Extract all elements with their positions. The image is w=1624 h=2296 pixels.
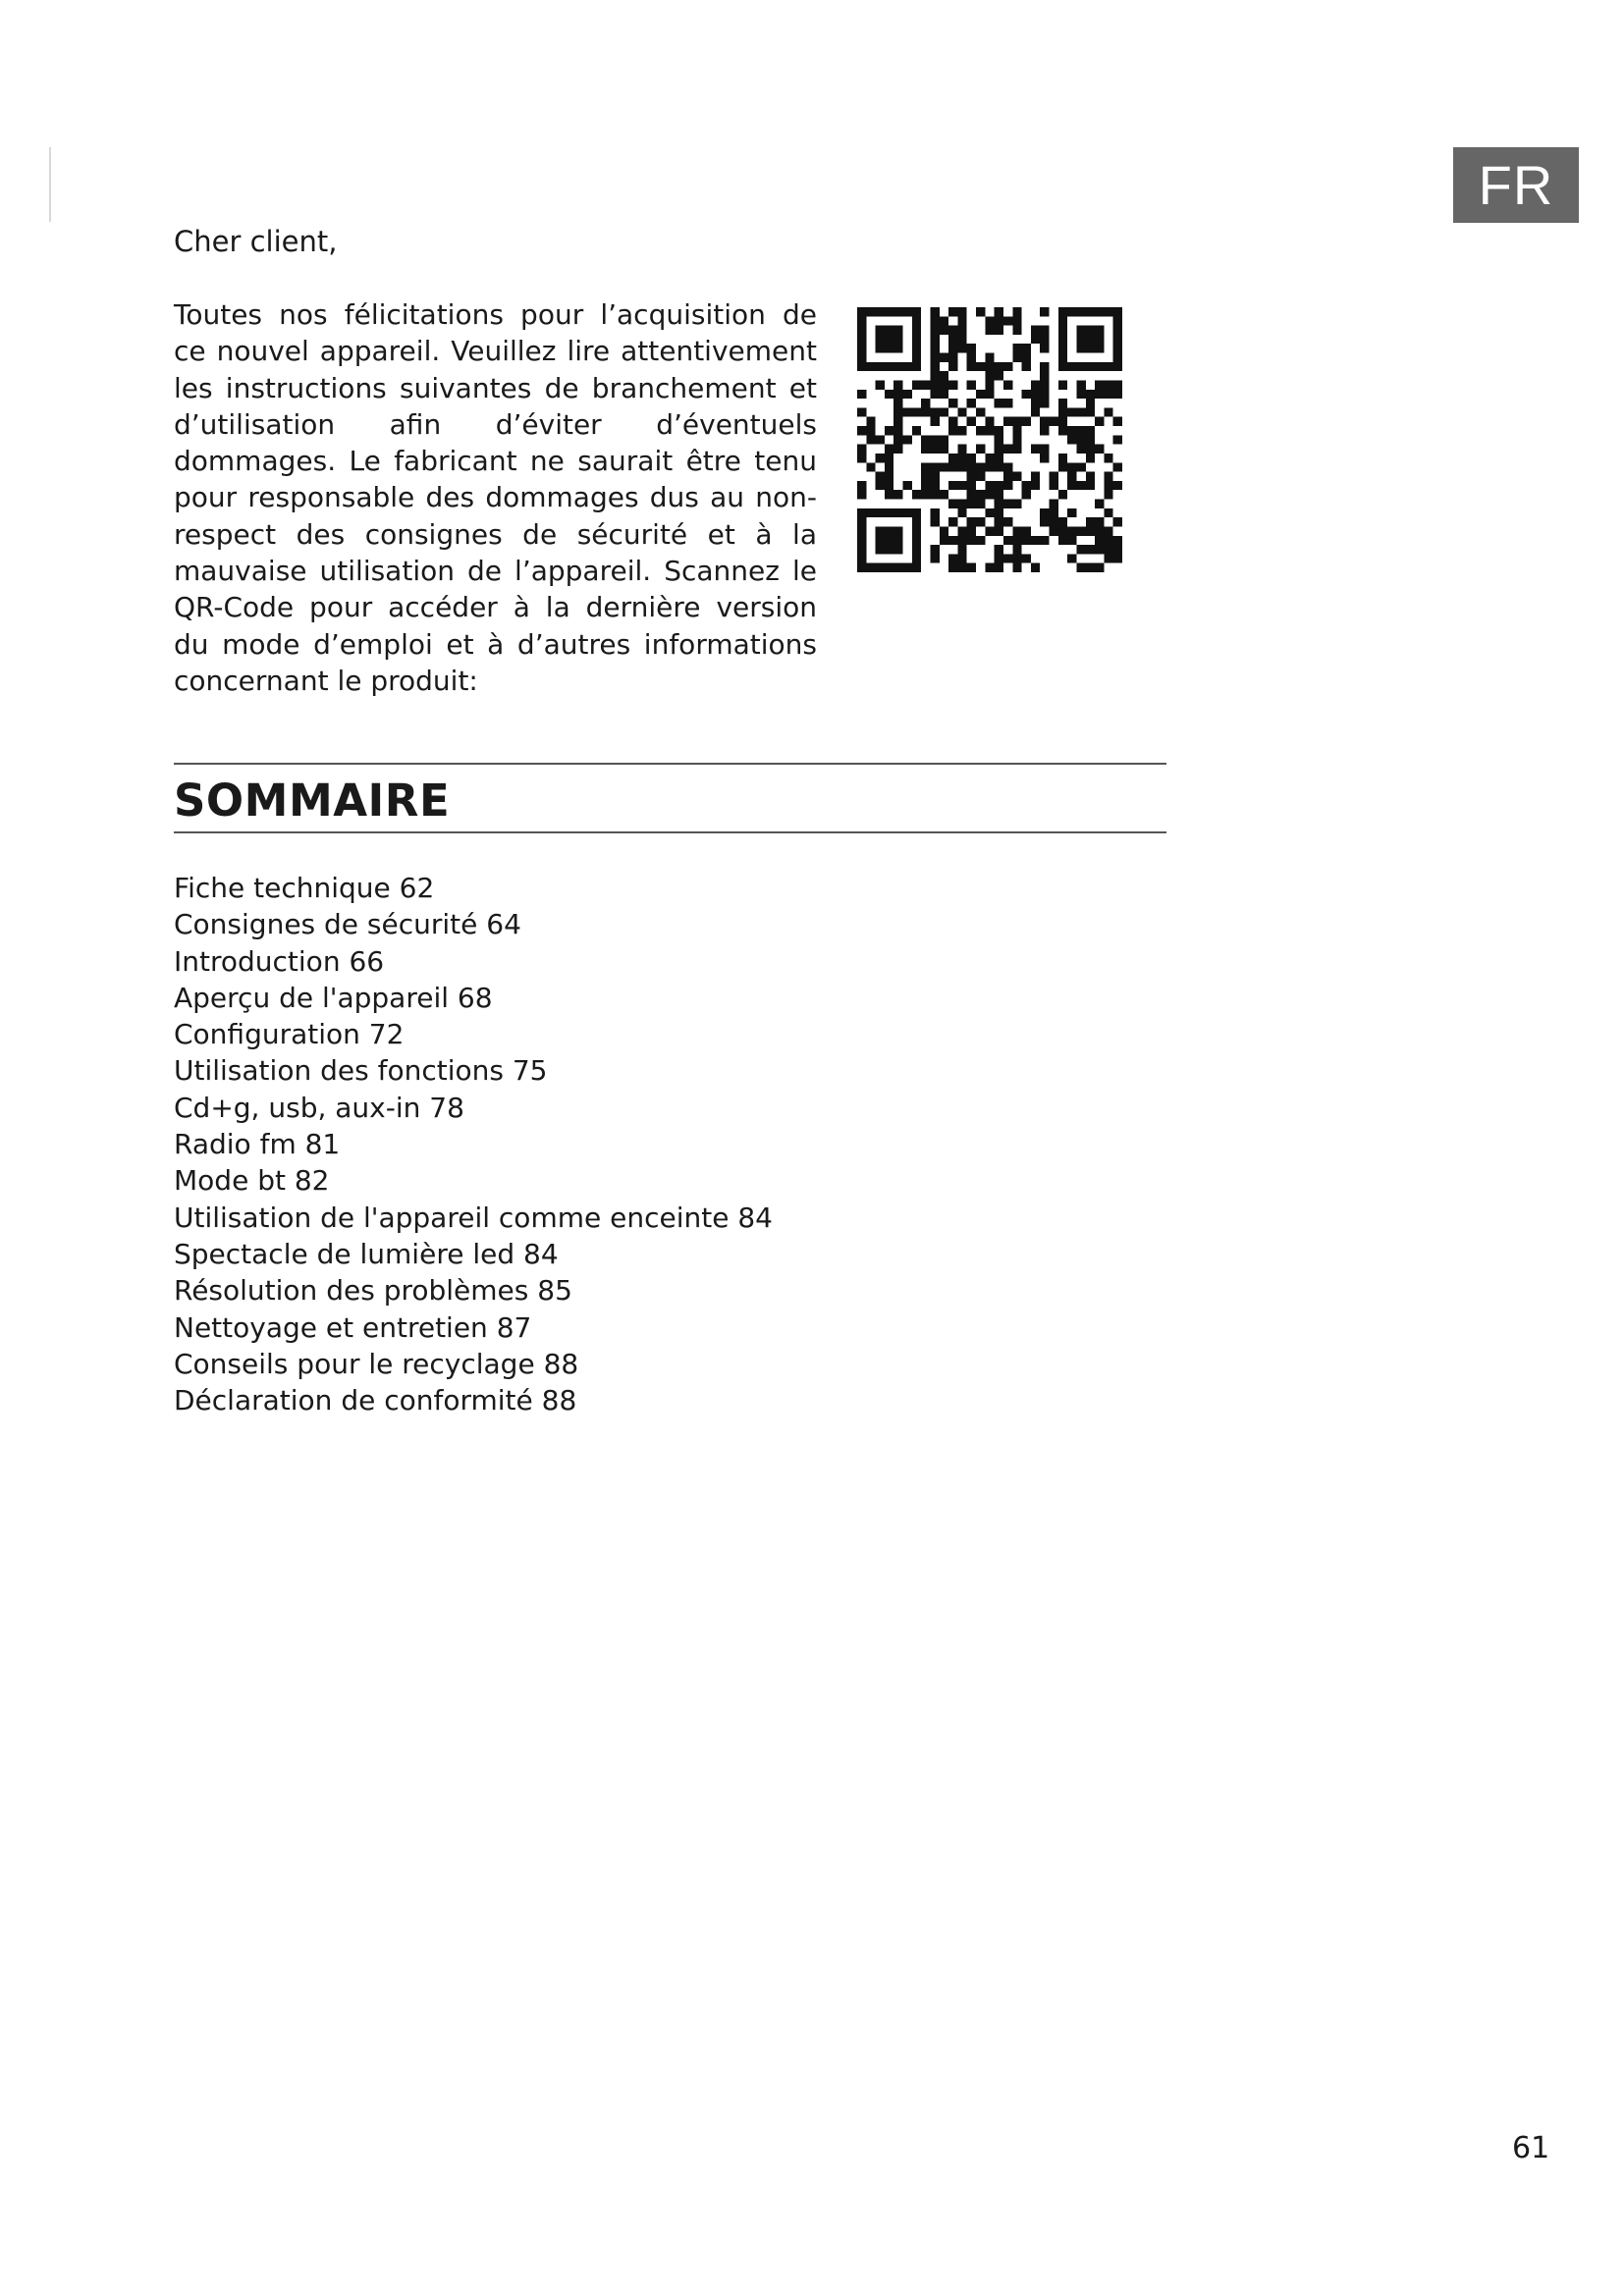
- toc-title: SOMMAIRE: [174, 774, 451, 827]
- section-rule-bottom: [174, 831, 1166, 833]
- toc-item: Introduction 66: [174, 944, 385, 978]
- greeting: Cher client,: [174, 225, 338, 258]
- toc-item: Nettoyage et entretien 87: [174, 1310, 532, 1344]
- qr-code-icon: [857, 307, 1122, 572]
- toc-item: Radio fm 81: [174, 1128, 341, 1161]
- intro-paragraph: Toutes nos félicitations pour l’acquisition de ce nouvel appareil. Veuillez lire attentivement les instructions suivantes de branchement et d’utilisation afin d’éviter d’éventuels dommages. Le fabricant ne saurait être tenu pour responsable des dommages dus au non-respect des consignes de sécurité et à la mauvaise utilisation de l’appareil. Scannez le QR-Code pour accéder à la dernière version du mode d’emploi et à d’autres informations concernant le produit:: [174, 298, 817, 697]
- language-tab: FR: [1453, 147, 1579, 223]
- toc-item: Déclaration de conformité 88: [174, 1384, 577, 1417]
- toc-item: Spectacle de lumière led 84: [174, 1237, 559, 1270]
- toc-item: Aperçu de l'appareil 68: [174, 981, 493, 1014]
- toc-item: Mode bt 82: [174, 1164, 330, 1198]
- page-number: 61: [1512, 2131, 1550, 2165]
- toc-item: Consignes de sécurité 64: [174, 908, 521, 941]
- toc-item: Cd+g, usb, aux-in 78: [174, 1091, 464, 1124]
- toc-item: Utilisation de l'appareil comme enceinte 84: [174, 1201, 773, 1234]
- toc-item: Fiche technique 62: [174, 872, 435, 904]
- toc-item: Résolution des problèmes 85: [174, 1274, 572, 1308]
- section-rule-top: [174, 763, 1166, 765]
- toc-item: Utilisation des fonctions 75: [174, 1054, 548, 1088]
- toc-item: Configuration 72: [174, 1018, 405, 1051]
- margin-rule: [49, 147, 51, 222]
- table-of-contents: [174, 870, 773, 1418]
- toc-item: Conseils pour le recyclage 88: [174, 1347, 579, 1380]
